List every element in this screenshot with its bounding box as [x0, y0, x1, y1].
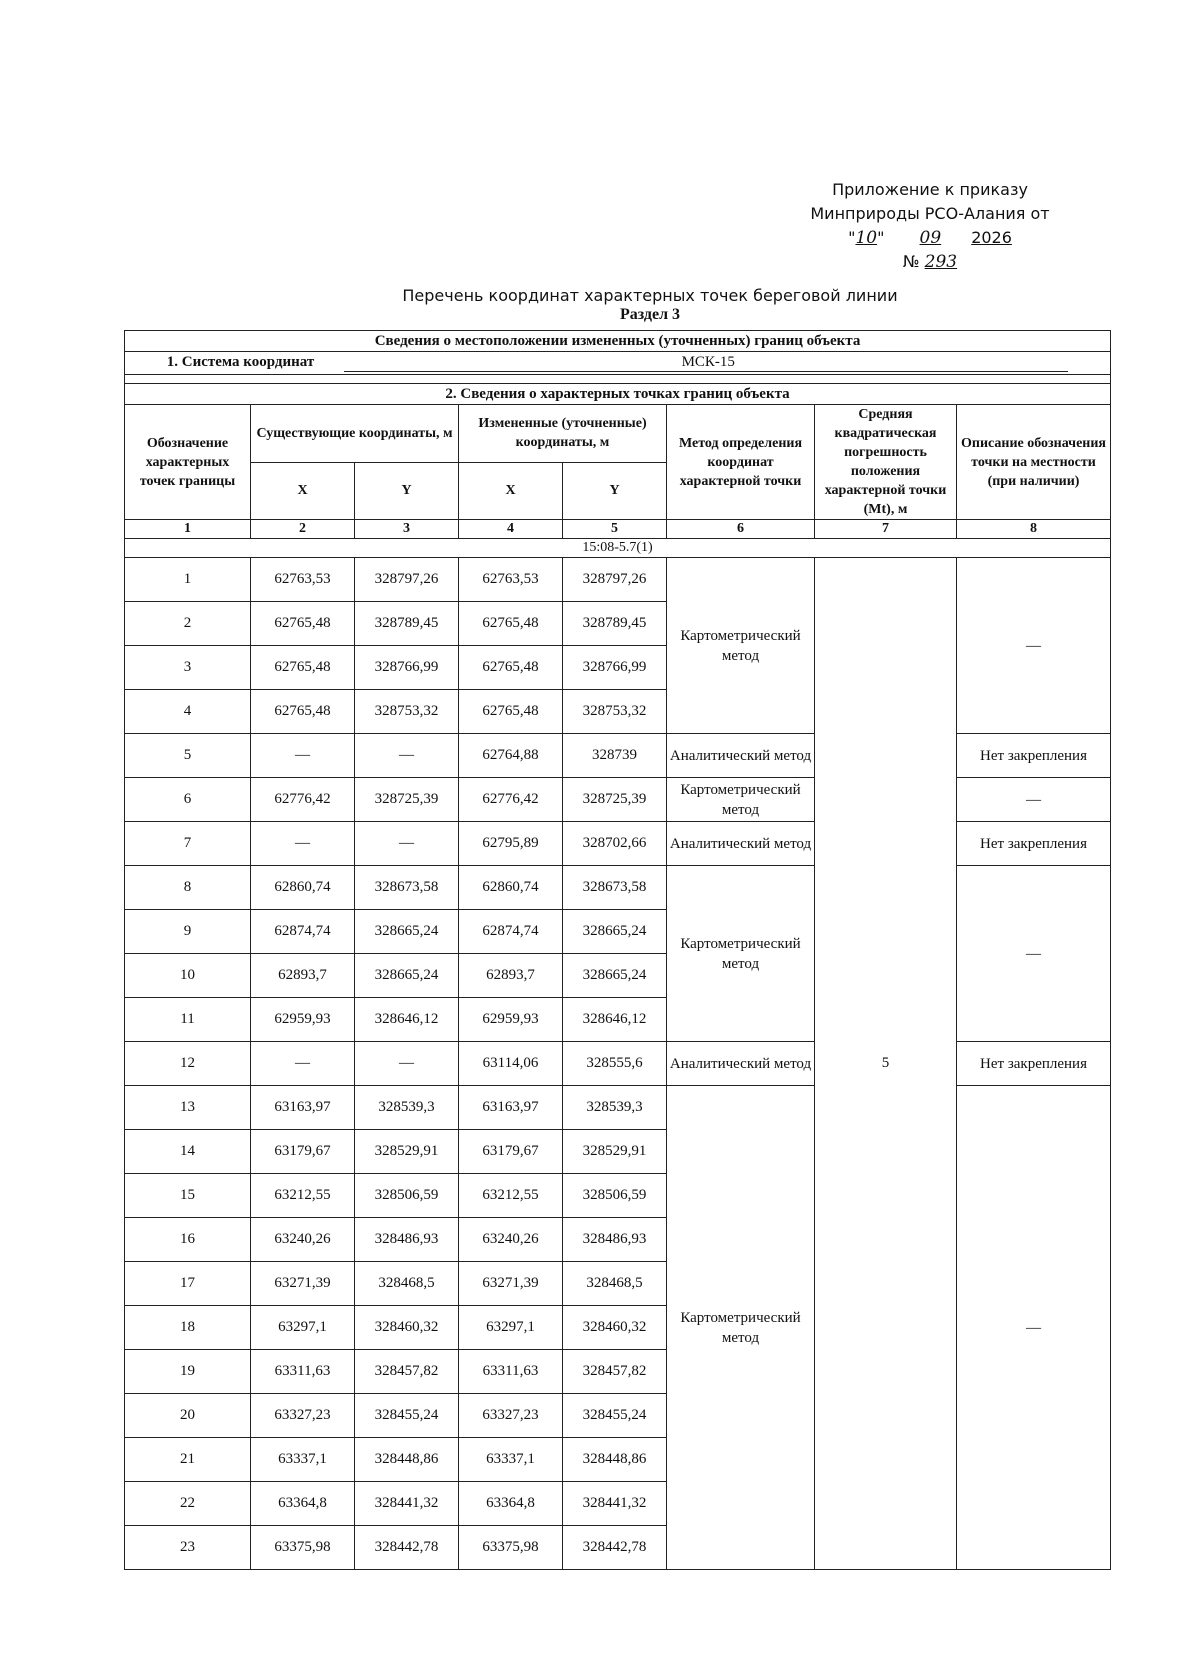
existing-y: 328673,58: [355, 866, 459, 910]
existing-y: 328460,32: [355, 1306, 459, 1350]
header-line-1: Приложение к приказу: [832, 180, 1028, 199]
method-cell: Аналитический метод: [667, 734, 815, 778]
existing-y: 328646,12: [355, 998, 459, 1042]
existing-y: 328797,26: [355, 558, 459, 602]
header-error: Средняя квадратическая погрешность положения характерной точки (Mt), м: [815, 405, 957, 520]
point-number: 8: [125, 866, 251, 910]
changed-y: 328486,93: [563, 1218, 667, 1262]
changed-y: 328529,91: [563, 1130, 667, 1174]
existing-x: 62959,93: [251, 998, 355, 1042]
col-number-2: 2: [251, 520, 355, 539]
coord-system-row: [125, 352, 1111, 375]
changed-x: 63375,98: [459, 1526, 563, 1570]
point-number: 10: [125, 954, 251, 998]
changed-x: 63364,8: [459, 1482, 563, 1526]
existing-x: 63327,23: [251, 1394, 355, 1438]
changed-y: 328506,59: [563, 1174, 667, 1218]
existing-y: 328457,82: [355, 1350, 459, 1394]
point-number: 2: [125, 602, 251, 646]
table-caption: Сведения о местоположении измененных (уточненных) границ объекта: [125, 331, 1111, 352]
header-changed-y: Y: [563, 462, 667, 520]
point-number: 13: [125, 1086, 251, 1130]
changed-y: 328539,3: [563, 1086, 667, 1130]
changed-y: 328789,45: [563, 602, 667, 646]
col-number-6: 6: [667, 520, 815, 539]
point-number: 17: [125, 1262, 251, 1306]
changed-y: 328702,66: [563, 822, 667, 866]
existing-y: 328529,91: [355, 1130, 459, 1174]
header-changed-x: X: [459, 462, 563, 520]
point-number: 12: [125, 1042, 251, 1086]
table-row: [125, 778, 1111, 822]
point-number: 11: [125, 998, 251, 1042]
changed-y: 328739: [563, 734, 667, 778]
existing-y: 328665,24: [355, 910, 459, 954]
changed-y: 328441,32: [563, 1482, 667, 1526]
header-point-designation: Обозначение характерных точек границы: [125, 405, 251, 520]
spacer-row: [125, 375, 1111, 384]
header-existing-y: Y: [355, 462, 459, 520]
changed-y: 328460,32: [563, 1306, 667, 1350]
header-description: Описание обозначения точки на местности (при наличии): [957, 405, 1111, 520]
changed-x: 62795,89: [459, 822, 563, 866]
description-cell: —: [957, 866, 1111, 1042]
object-id: 15:08-5.7(1): [125, 539, 1111, 558]
point-number: 23: [125, 1526, 251, 1570]
col-number-3: 3: [355, 520, 459, 539]
existing-x: 63375,98: [251, 1526, 355, 1570]
changed-y: 328753,32: [563, 690, 667, 734]
existing-x: —: [251, 822, 355, 866]
existing-y: 328506,59: [355, 1174, 459, 1218]
point-number: 4: [125, 690, 251, 734]
header-method: Метод определения координат характерной точки: [667, 405, 815, 520]
changed-y: 328646,12: [563, 998, 667, 1042]
col-number-5: 5: [563, 520, 667, 539]
description-cell: —: [957, 1086, 1111, 1570]
changed-x: 62764,88: [459, 734, 563, 778]
existing-x: 63212,55: [251, 1174, 355, 1218]
table-row: [125, 734, 1111, 778]
points-caption: 2. Сведения о характерных точках границ объекта: [125, 384, 1111, 405]
existing-x: 62893,7: [251, 954, 355, 998]
table-row: [125, 558, 1111, 602]
point-number: 5: [125, 734, 251, 778]
point-number: 3: [125, 646, 251, 690]
existing-x: 62874,74: [251, 910, 355, 954]
existing-x: 63337,1: [251, 1438, 355, 1482]
description-cell: —: [957, 778, 1111, 822]
changed-x: 63297,1: [459, 1306, 563, 1350]
number-value: 293: [924, 252, 958, 272]
existing-x: 63240,26: [251, 1218, 355, 1262]
header-existing: Существующие координаты, м: [251, 405, 459, 463]
changed-x: 62860,74: [459, 866, 563, 910]
point-number: 6: [125, 778, 251, 822]
date-day: 10: [855, 228, 878, 248]
existing-x: 62765,48: [251, 646, 355, 690]
method-cell: Картометрический метод: [667, 558, 815, 734]
order-header: [760, 178, 1100, 274]
point-number: 22: [125, 1482, 251, 1526]
method-cell: Аналитический метод: [667, 822, 815, 866]
header-changed: Измененные (уточненные) координаты, м: [459, 405, 667, 463]
description-cell: Нет закрепления: [957, 822, 1111, 866]
changed-y: 328455,24: [563, 1394, 667, 1438]
changed-x: 62776,42: [459, 778, 563, 822]
method-cell: Картометрический метод: [667, 866, 815, 1042]
changed-x: 62765,48: [459, 602, 563, 646]
existing-y: 328766,99: [355, 646, 459, 690]
changed-y: 328555,6: [563, 1042, 667, 1086]
coordinates-table: [124, 330, 1111, 1570]
table-row: [125, 1042, 1111, 1086]
changed-x: 63212,55: [459, 1174, 563, 1218]
changed-x: 63337,1: [459, 1438, 563, 1482]
existing-x: 63364,8: [251, 1482, 355, 1526]
existing-y: 328448,86: [355, 1438, 459, 1482]
changed-y: 328448,86: [563, 1438, 667, 1482]
changed-y: 328442,78: [563, 1526, 667, 1570]
changed-y: 328457,82: [563, 1350, 667, 1394]
existing-y: 328441,32: [355, 1482, 459, 1526]
changed-x: 62874,74: [459, 910, 563, 954]
section-title: Раздел 3: [619, 306, 681, 323]
changed-x: 63311,63: [459, 1350, 563, 1394]
description-cell: —: [957, 558, 1111, 734]
document-title: Перечень координат характерных точек береговой линии: [402, 286, 898, 305]
description-cell: Нет закрепления: [957, 734, 1111, 778]
table-row: [125, 1086, 1111, 1130]
existing-y: —: [355, 822, 459, 866]
header-number: [760, 250, 1100, 274]
changed-y: 328665,24: [563, 910, 667, 954]
changed-x: 63240,26: [459, 1218, 563, 1262]
changed-x: 62959,93: [459, 998, 563, 1042]
table-row: [125, 822, 1111, 866]
existing-x: 63179,67: [251, 1130, 355, 1174]
existing-x: 62765,48: [251, 602, 355, 646]
existing-y: —: [355, 1042, 459, 1086]
point-number: 18: [125, 1306, 251, 1350]
existing-y: 328442,78: [355, 1526, 459, 1570]
existing-x: 62765,48: [251, 690, 355, 734]
col-number-7: 7: [815, 520, 957, 539]
changed-y: 328468,5: [563, 1262, 667, 1306]
date-month: 09: [919, 228, 942, 248]
number-label: №: [902, 252, 920, 271]
point-number: 19: [125, 1350, 251, 1394]
changed-x: 63163,97: [459, 1086, 563, 1130]
point-number: 16: [125, 1218, 251, 1262]
col-number-1: 1: [125, 520, 251, 539]
point-number: 15: [125, 1174, 251, 1218]
header-existing-x: X: [251, 462, 355, 520]
changed-y: 328797,26: [563, 558, 667, 602]
changed-y: 328725,39: [563, 778, 667, 822]
header-line-2: Минприроды РСО-Алания от: [810, 204, 1050, 223]
existing-x: 63163,97: [251, 1086, 355, 1130]
changed-x: 63327,23: [459, 1394, 563, 1438]
changed-y: 328673,58: [563, 866, 667, 910]
existing-y: 328539,3: [355, 1086, 459, 1130]
existing-y: 328486,93: [355, 1218, 459, 1262]
changed-x: 62763,53: [459, 558, 563, 602]
table-row: [125, 866, 1111, 910]
existing-y: 328725,39: [355, 778, 459, 822]
existing-y: 328789,45: [355, 602, 459, 646]
coord-system-value: МСК-15: [344, 354, 1068, 372]
point-number: 14: [125, 1130, 251, 1174]
method-cell: Картометрический метод: [667, 778, 815, 822]
error-value: 5: [815, 558, 957, 1570]
description-cell: Нет закрепления: [957, 1042, 1111, 1086]
point-number: 21: [125, 1438, 251, 1482]
changed-x: 63271,39: [459, 1262, 563, 1306]
existing-x: 63311,63: [251, 1350, 355, 1394]
header-date: "10" 09 2026: [848, 228, 1012, 248]
point-number: 7: [125, 822, 251, 866]
existing-y: 328468,5: [355, 1262, 459, 1306]
existing-x: 63297,1: [251, 1306, 355, 1350]
method-cell: Аналитический метод: [667, 1042, 815, 1086]
existing-y: 328665,24: [355, 954, 459, 998]
existing-y: —: [355, 734, 459, 778]
changed-x: 62765,48: [459, 646, 563, 690]
changed-x: 62893,7: [459, 954, 563, 998]
existing-x: —: [251, 1042, 355, 1086]
method-cell: Картометрический метод: [667, 1086, 815, 1570]
changed-y: 328665,24: [563, 954, 667, 998]
point-number: 20: [125, 1394, 251, 1438]
col-number-4: 4: [459, 520, 563, 539]
changed-x: 63179,67: [459, 1130, 563, 1174]
existing-y: 328753,32: [355, 690, 459, 734]
point-number: 9: [125, 910, 251, 954]
existing-x: 62860,74: [251, 866, 355, 910]
existing-x: 63271,39: [251, 1262, 355, 1306]
changed-x: 62765,48: [459, 690, 563, 734]
changed-x: 63114,06: [459, 1042, 563, 1086]
coord-system-label: 1. Система координат: [166, 354, 315, 370]
col-number-8: 8: [957, 520, 1111, 539]
point-number: 1: [125, 558, 251, 602]
existing-x: 62776,42: [251, 778, 355, 822]
changed-y: 328766,99: [563, 646, 667, 690]
date-year: 2026: [971, 228, 1012, 247]
existing-y: 328455,24: [355, 1394, 459, 1438]
existing-x: —: [251, 734, 355, 778]
existing-x: 62763,53: [251, 558, 355, 602]
